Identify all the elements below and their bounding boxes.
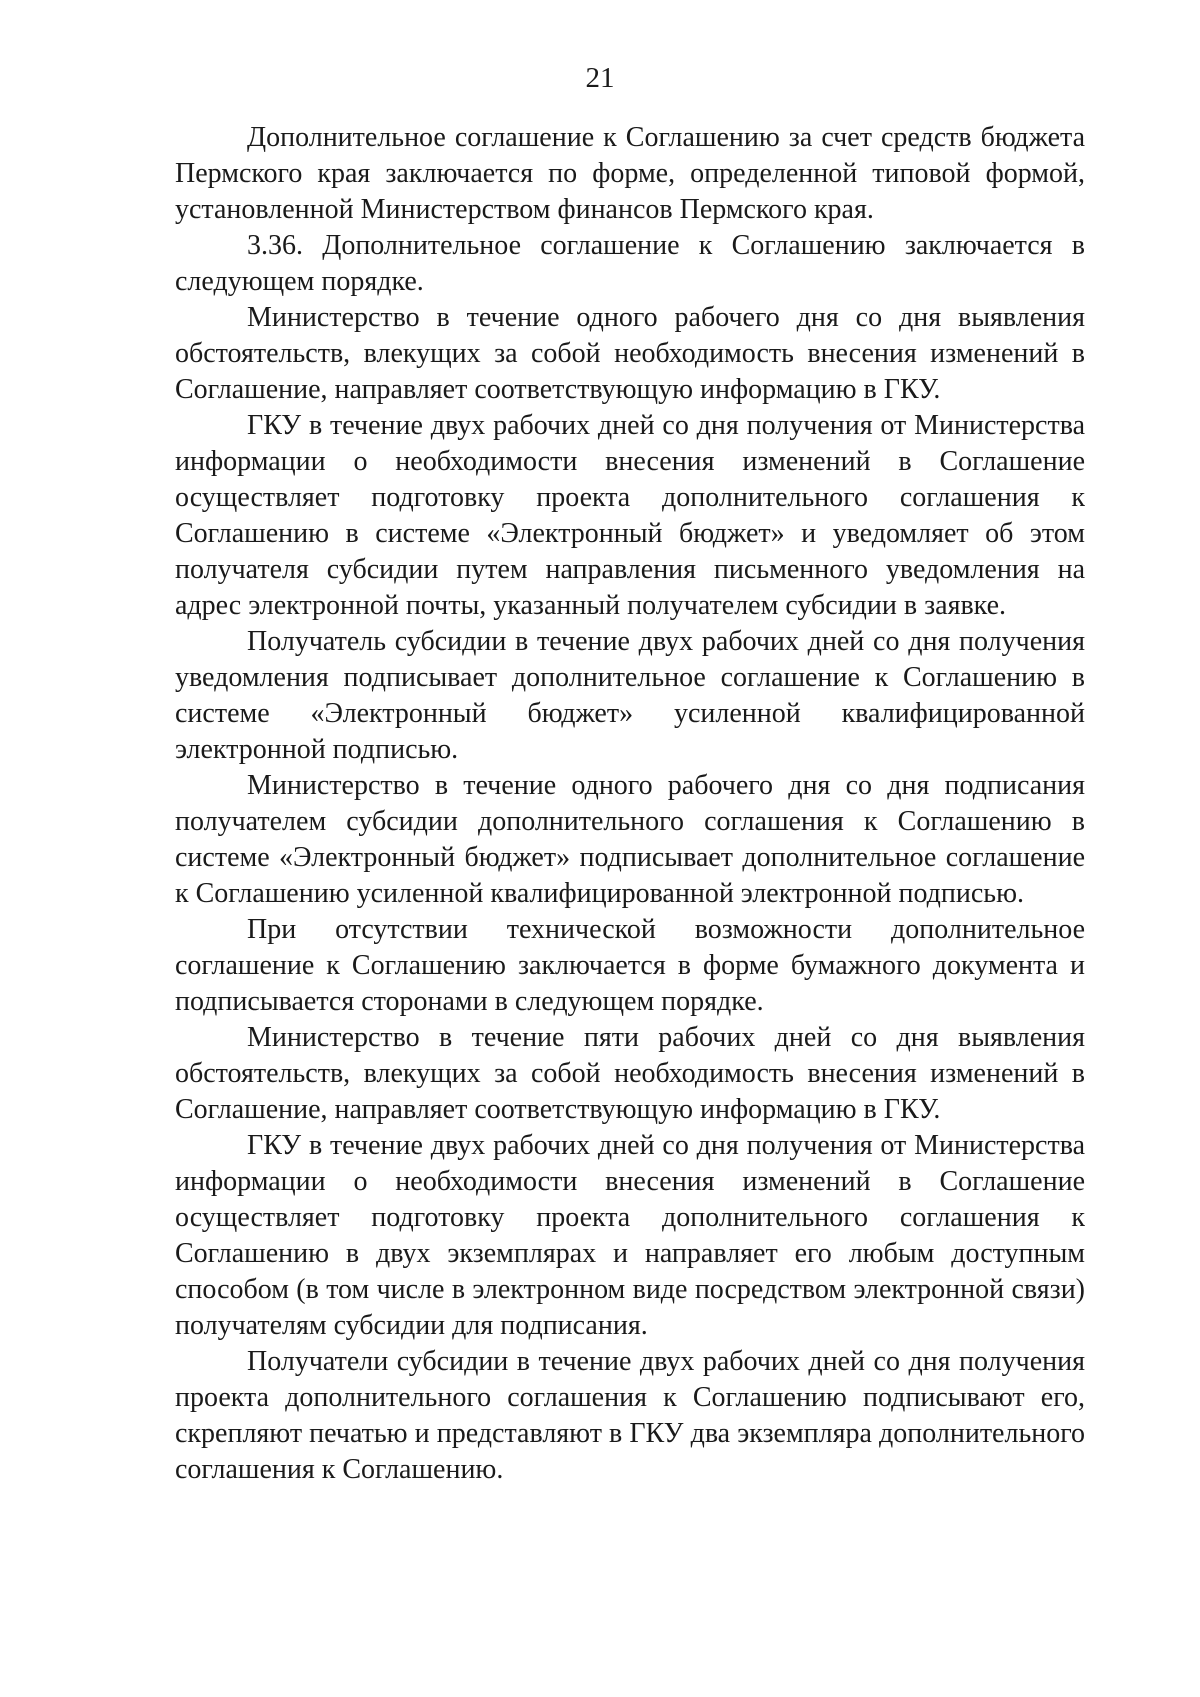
document-body [175,120,1085,1488]
paragraph-ministry-notice: Министерство в течение одного рабочего дня со дня выявления обстоятельств, влекущих за собой необходимость внесения изменений в Соглашение, направляет соответствующую информацию в ГКУ. [175,302,1085,405]
page-number: 21 [585,62,615,94]
paragraph-ministry-signing: Министерство в течение одного рабочего дня со дня подписания получателем субсидии дополнительного соглашения к Соглашению в системе «Электронный бюджет» подписывает дополнительное соглашение к Соглашению усиленной квалифицированной электронной подписью. [175,770,1085,909]
paragraph-3-36-order: 3.36. Дополнительное соглашение к Соглашению заключается в следующем порядке. [175,230,1085,297]
paragraph-gku-preparation: ГКУ в течение двух рабочих дней со дня получения от Министерства информации о необходимости внесения изменений в Соглашение осуществляет подготовку проекта дополнительного соглашения к Соглашению в системе «Электронный бюджет» и уведомляет об этом получателя субсидии путем направления письменного уведомления на адрес электронной почты, указанный получателем субсидии в заявке. [175,410,1085,621]
paragraph-budget-form: Дополнительное соглашение к Соглашению за счет средств бюджета Пермского края заключается по форме, определенной типовой формой, установленной Министерством финансов Пермского края. [175,122,1085,225]
paragraph-recipient-signing: Получатель субсидии в течение двух рабочих дней со дня получения уведомления подписывает дополнительное соглашение к Соглашению в системе «Электронный бюджет» усиленной квалифицированной электронной подписью. [175,626,1085,765]
paragraph-gku-preparation-paper: ГКУ в течение двух рабочих дней со дня получения от Министерства информации о необходимости внесения изменений в Соглашение осуществляет подготовку проекта дополнительного соглашения к Соглашению в двух экземплярах и направляет его любым доступным способом (в том числе в электронном виде посредством электронной связи) получателям субсидии для подписания. [175,1130,1085,1341]
paragraph-ministry-notice-paper: Министерство в течение пяти рабочих дней со дня выявления обстоятельств, влекущих за собой необходимость внесения изменений в Соглашение, направляет соответствующую информацию в ГКУ. [175,1022,1085,1125]
paragraph-paper-form: При отсутствии технической возможности дополнительное соглашение к Соглашению заключается в форме бумажного документа и подписывается сторонами в следующем порядке. [175,914,1085,1017]
paragraph-recipients-signing-paper: Получатели субсидии в течение двух рабочих дней со дня получения проекта дополнительного соглашения к Соглашению подписывают его, скрепляют печатью и представляют в ГКУ два экземпляра дополнительного соглашения к Соглашению. [175,1346,1085,1485]
